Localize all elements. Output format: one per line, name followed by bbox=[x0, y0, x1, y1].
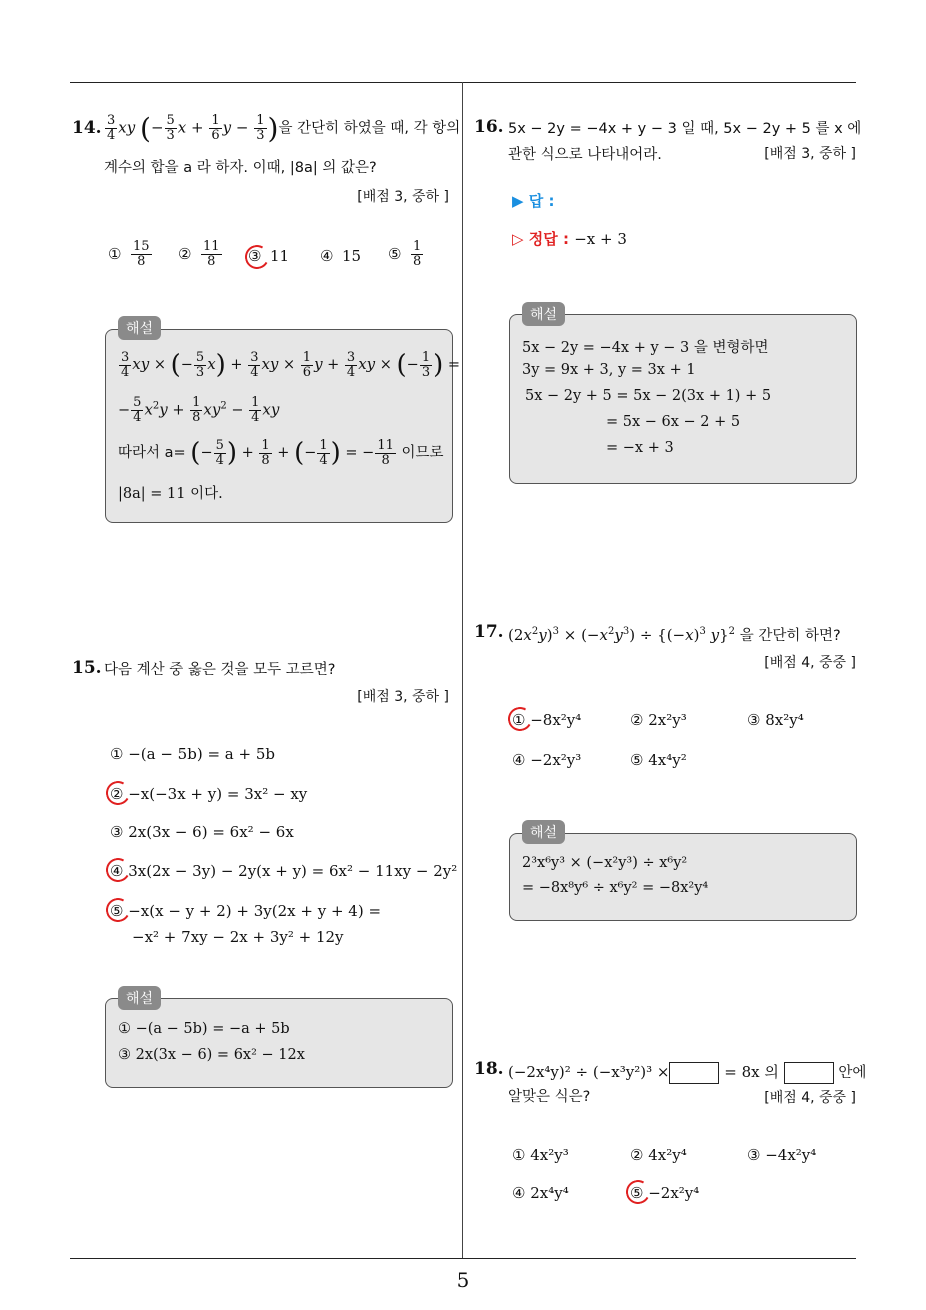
score-meta: [배점 4, 중중 ] bbox=[764, 1090, 856, 1106]
choice-5-continued: −x² + 7xy − 2x + 3y² + 12y bbox=[132, 928, 344, 946]
solution-line: − $\frac{5}{4}$ $x^2y$ + $\frac{1}{8}$ $xy^2$ − $\frac{1}{4}$ xy bbox=[118, 395, 280, 425]
score-meta: [배점 3, 중하 ] bbox=[357, 189, 449, 205]
answer-mark-icon bbox=[103, 855, 132, 884]
solution-line: 5x − 2y + 5 = 5x − 2(3x + 1) + 5 bbox=[525, 388, 772, 404]
score-meta: [배점 3, 중하 ] bbox=[357, 689, 449, 705]
bottom-rule bbox=[70, 1258, 856, 1259]
solution-tag: 해설 bbox=[118, 316, 161, 340]
choice-1[interactable]: ① $\frac{15}{8}$ bbox=[108, 239, 150, 269]
choice-3[interactable]: ③ 11 bbox=[248, 247, 290, 265]
score-meta: [배점 4, 중중 ] bbox=[764, 655, 856, 671]
question-number: 18. bbox=[474, 1059, 504, 1079]
question-number: 16. bbox=[474, 117, 504, 137]
answer-mark-icon bbox=[623, 1177, 652, 1206]
choice-2[interactable]: ② 4x²y⁴ bbox=[630, 1146, 687, 1164]
solution-line: = −x + 3 bbox=[606, 440, 674, 456]
solution-line: ① −(a − 5b) = −a + 5b bbox=[118, 1021, 290, 1037]
solution-line: ③ 2x(3x − 6) = 6x² − 12x bbox=[118, 1047, 305, 1063]
choice-5[interactable]: ⑤ −2x²y⁴ bbox=[630, 1184, 700, 1202]
question-expression: $\frac{3}{4}$ xy (− $\frac{5}{3}$ x + $\frac{1}{6}$ y − $\frac{1}{3}$ )을 간단히 하였을 때, 각 항의 bbox=[107, 112, 461, 145]
question-number: 14. bbox=[72, 118, 102, 138]
choice-1[interactable]: ① −8x²y⁴ bbox=[512, 711, 582, 729]
question-expression: $(2x^2y)^3 \times (-x^2y^3) \div \{(-x)^3$ y}$^2$ 을 간단히 하면? bbox=[508, 626, 841, 644]
question-number: 15. bbox=[72, 658, 102, 678]
choice-4[interactable]: ④ 2x⁴y⁴ bbox=[512, 1184, 569, 1202]
choice-5[interactable]: ⑤ 4x⁴y² bbox=[630, 751, 687, 769]
blank-box bbox=[784, 1062, 834, 1084]
top-rule bbox=[70, 82, 856, 83]
solution-line: $\frac{3}{4}$ xy × (− $\frac{5}{3}$ x) + $\frac{3}{4}$ xy × $\frac{1}{6}$ y + $\frac{3}{4}$ xy × (− $\frac{1}{3}$ ) = bbox=[121, 349, 461, 380]
choice-3[interactable]: ③ 8x²y⁴ bbox=[747, 711, 804, 729]
question-text: 알맞은 식은? bbox=[508, 1089, 591, 1105]
solution-line: 2³x⁶y³ × (−x²y³) ÷ x⁶y² bbox=[522, 855, 688, 871]
question-text: 다음 계산 중 옳은 것을 모두 고르면? bbox=[104, 662, 336, 678]
choice-3[interactable]: ③ −4x²y⁴ bbox=[747, 1146, 817, 1164]
column-divider bbox=[462, 82, 463, 1258]
choice-2[interactable]: ② 2x²y³ bbox=[630, 711, 687, 729]
solution-tag: 해설 bbox=[522, 302, 565, 326]
choice-2[interactable]: ② $\frac{11}{8}$ bbox=[178, 239, 220, 269]
solution-line: = 5x − 6x − 2 + 5 bbox=[606, 414, 741, 430]
question-expression: (−2x⁴y)² ÷ (−x³y²)³ × = 8x 의 안에 bbox=[508, 1059, 866, 1087]
solution-line: 따라서 a= (− $\frac{5}{4}$ ) + $\frac{1}{8}$ + (− $\frac{1}{4}$ ) = − $\frac{11}{8}$ 이므로 bbox=[118, 437, 444, 468]
solution-line: 3y = 9x + 3, y = 3x + 1 bbox=[522, 362, 696, 378]
choice-4[interactable]: ④ 3x(2x − 3y) − 2y(x + y) = 6x² − 11xy − 2y² bbox=[110, 862, 458, 880]
choice-3[interactable]: ③ 2x(3x − 6) = 6x² − 6x bbox=[110, 823, 294, 841]
choice-1[interactable]: ① −(a − 5b) = a + 5b bbox=[110, 745, 275, 763]
question-text: 5x − 2y = −4x + y − 3 일 때, 5x − 2y + 5 를 x 에 bbox=[508, 121, 862, 137]
solution-line: 5x − 2y = −4x + y − 3 을 변형하면 bbox=[522, 340, 769, 356]
answer-mark-icon bbox=[103, 778, 132, 807]
blank-box bbox=[669, 1062, 719, 1084]
question-text: 계수의 합을 a 라 하자. 이때, |8a| 의 값은? bbox=[104, 160, 377, 176]
solution-box bbox=[105, 998, 453, 1088]
answer-mark-icon bbox=[103, 895, 132, 924]
solution-box bbox=[509, 833, 857, 921]
choice-1[interactable]: ① 4x²y³ bbox=[512, 1146, 569, 1164]
choice-2[interactable]: ② −x(−3x + y) = 3x² − xy bbox=[110, 785, 308, 803]
correct-answer: ▷ 정답 : −x + 3 bbox=[512, 230, 627, 248]
page-number: 5 bbox=[456, 1268, 470, 1292]
answer-mark-icon bbox=[505, 704, 534, 733]
solution-tag: 해설 bbox=[522, 820, 565, 844]
choice-5[interactable]: ⑤ −x(x − y + 2) + 3y(2x + y + 4) = bbox=[110, 902, 382, 920]
solution-line: = −8x⁸y⁶ ÷ x⁶y² = −8x²y⁴ bbox=[522, 880, 709, 896]
question-number: 17. bbox=[474, 622, 504, 642]
answer-input[interactable]: ▶ 답 : bbox=[512, 192, 555, 210]
question-text: 관한 식으로 나타내어라. bbox=[508, 147, 662, 163]
choice-4[interactable]: ④ 15 bbox=[320, 247, 362, 265]
choice-4[interactable]: ④ −2x²y³ bbox=[512, 751, 582, 769]
score-meta: [배점 3, 중하 ] bbox=[764, 146, 856, 162]
solution-line: |8a| = 11 이다. bbox=[118, 486, 223, 502]
solution-tag: 해설 bbox=[118, 986, 161, 1010]
choice-5[interactable]: ⑤ $\frac{1}{8}$ bbox=[388, 239, 422, 269]
